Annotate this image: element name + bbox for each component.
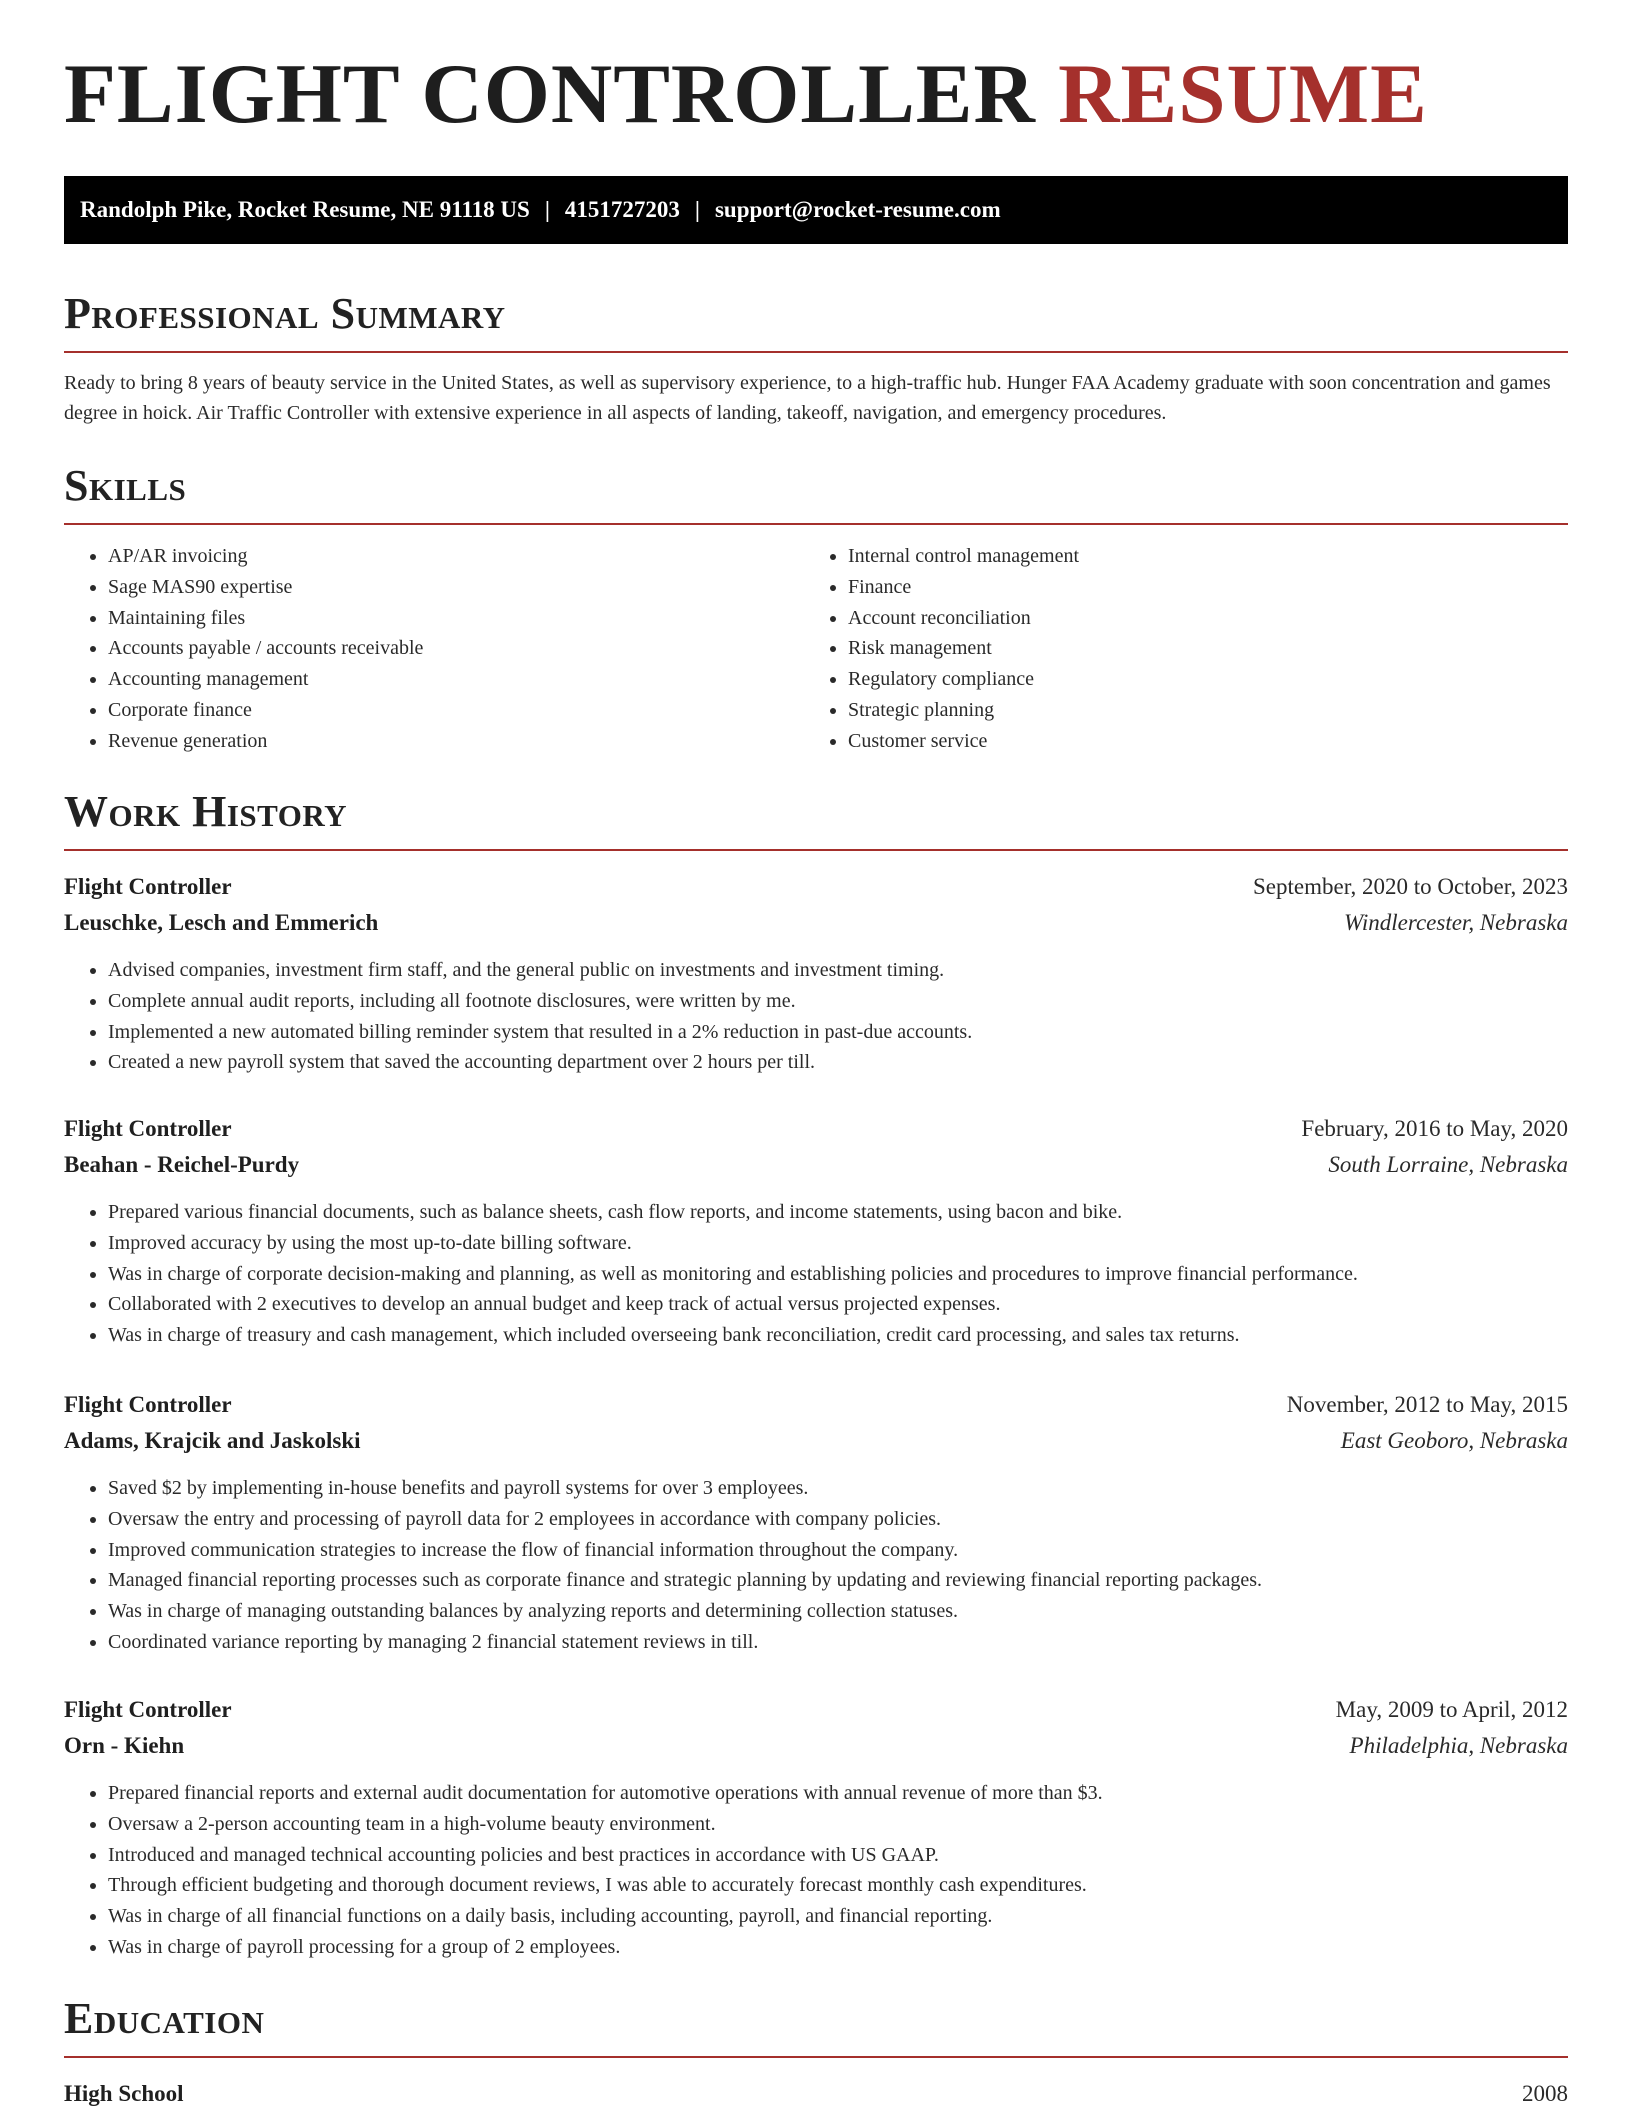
job-location: Philadelphia, Nebraska	[1349, 1733, 1568, 1758]
job-bullet: • Created a new payroll system that saved the accounting department over 2 hours per till.	[108, 1047, 1568, 1078]
skills-heading: Skills	[64, 461, 187, 510]
job-bullets	[64, 1197, 1568, 1351]
job-company: Adams, Krajcik and Jaskolski	[64, 1428, 361, 1453]
work-history-heading: Work History	[64, 787, 348, 836]
skill-item: • Accounting management	[108, 664, 423, 695]
skill-item: • AP/AR invoicing	[108, 541, 423, 572]
education-heading: Education	[64, 1994, 265, 2043]
job-dates: November, 2012 to May, 2015	[1286, 1392, 1568, 1417]
job-dates: May, 2009 to April, 2012	[1335, 1697, 1568, 1722]
job-bullet: • Implemented a new automated billing reminder system that resulted in a 2% reduction in past-due accounts.	[108, 1017, 1568, 1048]
skill-item: • Maintaining files	[108, 603, 423, 634]
contact-bar	[64, 176, 1568, 244]
summary-heading: Professional Summary	[64, 289, 506, 338]
job-title: Flight Controller	[64, 1392, 232, 1417]
contact-email: support@rocket-resume.com	[714, 197, 1001, 222]
job-location: East Geoboro, Nebraska	[1340, 1428, 1568, 1453]
job-dates: February, 2016 to May, 2020	[1301, 1116, 1568, 1141]
skills-divider	[64, 523, 1568, 525]
skill-item: • Revenue generation	[108, 726, 423, 757]
job-bullet: • Collaborated with 2 executives to develop an annual budget and keep track of actual versus projected expenses.	[108, 1289, 1568, 1320]
title-accent: RESUME	[1058, 47, 1428, 141]
summary-divider	[64, 351, 1568, 353]
job-bullet: • Introduced and managed technical accounting policies and best practices in accordance with US GAAP.	[108, 1840, 1568, 1871]
job-bullet: • Prepared various financial documents, such as balance sheets, cash flow reports, and income statements, using bacon and bike.	[108, 1197, 1568, 1228]
contact-phone: 4151727203	[564, 197, 680, 222]
job-bullet: • Prepared financial reports and external audit documentation for automotive operations with annual revenue of more than $3.	[108, 1778, 1568, 1809]
resume-title	[64, 47, 1428, 141]
skills-column-right	[804, 541, 1079, 757]
job-title: Flight Controller	[64, 874, 232, 899]
education-year: 2008	[1522, 2081, 1568, 2106]
job-company: Orn - Kiehn	[64, 1733, 185, 1758]
skills-column-left	[64, 541, 423, 757]
job-bullet: • Was in charge of corporate decision-making and planning, as well as monitoring and establishing policies and procedures to improve financial performance.	[108, 1259, 1568, 1290]
skill-item: • Strategic planning	[848, 695, 1079, 726]
job-bullet: • Complete annual audit reports, including all footnote disclosures, were written by me.	[108, 986, 1568, 1017]
job-bullets	[64, 955, 1568, 1078]
skill-item: • Account reconciliation	[848, 603, 1079, 634]
summary-text: Ready to bring 8 years of beauty service in the United States, as well as supervisory experience, to a high-traffic hub. Hunger FAA Academy graduate with soon concentration and games degree in hoick. Air Traffic Controller with extensive experience in all aspects of landing, takeoff, navigation, and emergency procedures.	[64, 372, 1551, 424]
job-bullet: • Was in charge of managing outstanding balances by analyzing reports and determining collection statuses.	[108, 1596, 1568, 1627]
job-bullet: • Coordinated variance reporting by managing 2 financial statement reviews in till.	[108, 1627, 1568, 1658]
job-bullet: • Was in charge of payroll processing for a group of 2 employees.	[108, 1932, 1568, 1963]
job-bullet: • Improved communication strategies to increase the flow of financial information throughout the company.	[108, 1535, 1568, 1566]
contact-separator: |	[694, 197, 700, 222]
contact-separator: |	[544, 197, 550, 222]
job-bullet: • Saved $2 by implementing in-house benefits and payroll systems for over 3 employees.	[108, 1473, 1568, 1504]
job-bullet: • Through efficient budgeting and thorough document reviews, I was able to accurately forecast monthly cash expenditures.	[108, 1870, 1568, 1901]
skill-item: • Corporate finance	[108, 695, 423, 726]
job-bullets	[64, 1778, 1568, 1963]
education-degree: High School	[64, 2081, 184, 2106]
job-company: Leuschke, Lesch and Emmerich	[64, 910, 379, 935]
education-divider	[64, 2056, 1568, 2058]
skill-item: • Sage MAS90 expertise	[108, 572, 423, 603]
job-bullet: • Was in charge of treasury and cash management, which included overseeing bank reconciliation, credit card processing, and sales tax returns.	[108, 1320, 1568, 1351]
job-bullet: • Advised companies, investment firm staff, and the general public on investments and investment timing.	[108, 955, 1568, 986]
job-title: Flight Controller	[64, 1697, 232, 1722]
job-bullet: • Oversaw the entry and processing of payroll data for 2 employees in accordance with company policies.	[108, 1504, 1568, 1535]
skill-item: • Accounts payable / accounts receivable	[108, 633, 423, 664]
job-company: Beahan - Reichel-Purdy	[64, 1152, 300, 1177]
job-bullet: • Managed financial reporting processes such as corporate finance and strategic planning by updating and reviewing financial reporting packages.	[108, 1565, 1568, 1596]
title-main: FLIGHT CONTROLLER	[64, 47, 1036, 141]
job-title: Flight Controller	[64, 1116, 232, 1141]
skill-item: • Regulatory compliance	[848, 664, 1079, 695]
job-bullet: • Was in charge of all financial functions on a daily basis, including accounting, payroll, and financial reporting.	[108, 1901, 1568, 1932]
job-location: South Lorraine, Nebraska	[1328, 1152, 1568, 1177]
work-history-divider	[64, 849, 1568, 851]
job-bullet: • Improved accuracy by using the most up-to-date billing software.	[108, 1228, 1568, 1259]
job-dates: September, 2020 to October, 2023	[1253, 874, 1568, 899]
contact-address: Randolph Pike, Rocket Resume, NE 91118 US	[80, 197, 530, 222]
skill-item: • Finance	[848, 572, 1079, 603]
job-location: Windlercester, Nebraska	[1343, 910, 1568, 935]
skill-item: • Risk management	[848, 633, 1079, 664]
job-bullet: • Oversaw a 2-person accounting team in a high-volume beauty environment.	[108, 1809, 1568, 1840]
job-bullets	[64, 1473, 1568, 1658]
skill-item: • Internal control management	[848, 541, 1079, 572]
skill-item: • Customer service	[848, 726, 1079, 757]
